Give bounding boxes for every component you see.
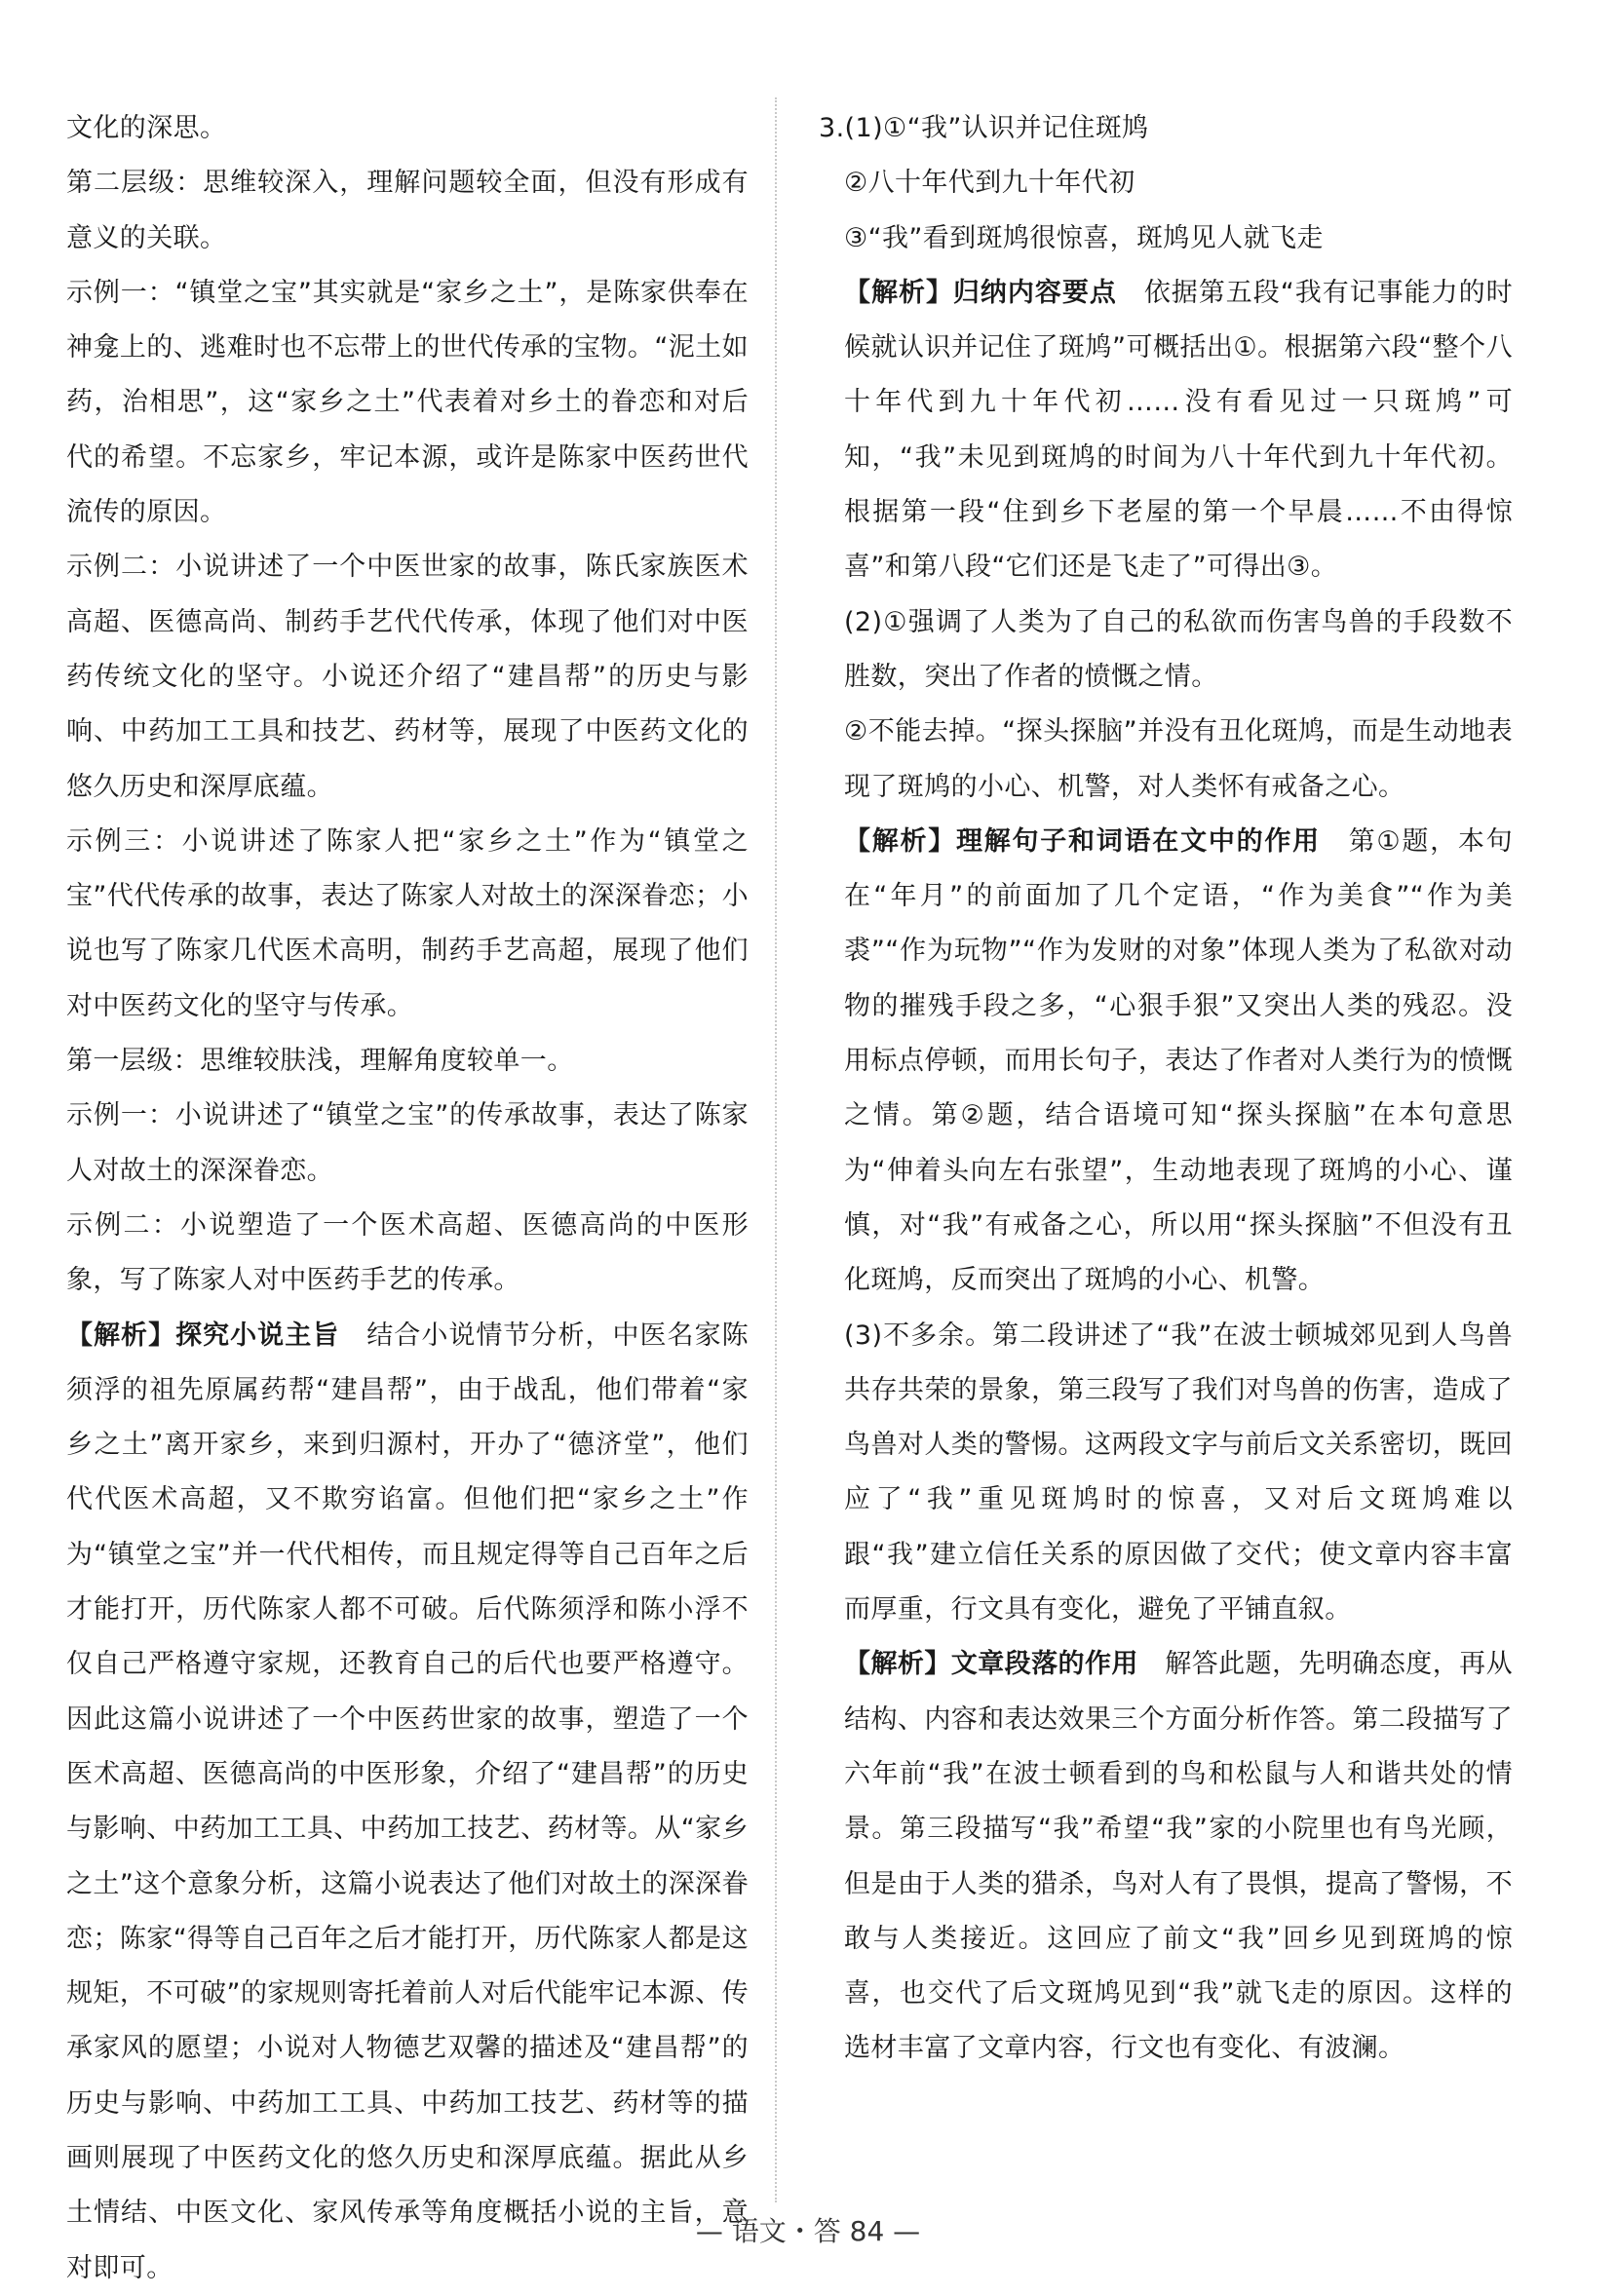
paragraph: 示例一：小说讲述了“镇堂之宝”的传承故事，表达了陈家人对故土的深深眷恋。	[66, 1100, 749, 1186]
question-3-2-answer-2: ②不能去掉。“探头探脑”并没有丑化斑鸠，而是生动地表现了斑鸠的小心、机警，对人类怀有戒备之心。	[844, 716, 1513, 802]
paragraph: 示例三：小说讲述了陈家人把“家乡之土”作为“镇堂之宝”代代传承的故事，表达了陈家人对故土的深深眷恋；小说也写了陈家几代医术高明，制药手艺高超，展现了他们对中医药文化的坚守与传承。	[66, 825, 749, 1021]
analysis-paragraph	[819, 266, 1513, 595]
paragraph: 示例二：小说塑造了一个医术高超、医德高尚的中医形象，写了陈家人对中医药手艺的传承。	[66, 1209, 749, 1296]
question-3-1-answer-1: 3.(1)①“我”认识并记住斑鸠	[819, 113, 1149, 143]
question-3-2-answer-1: (2)①强调了人类为了自己的私欲而伤害鸟兽的手段数不胜数，突出了作者的愤慨之情。	[844, 606, 1513, 692]
paragraph: 示例二：小说讲述了一个中医世家的故事，陈氏家族医术高超、医德高尚、制药手艺代代传承，体现了他们对中医药传统文化的坚守。小说还介绍了“建昌帮”的历史与影响、中药加工工具和技艺、药材等，展现了中医药文化的悠久历史和深厚底蕴。	[66, 552, 749, 802]
analysis-paragraph	[66, 1309, 749, 2296]
analysis-tag: 【解析】归纳内容要点	[844, 277, 1117, 308]
analysis-tag: 【解析】文章段落的作用	[844, 1649, 1138, 1680]
analysis-text: 结合小说情节分析，中医名家陈须浮的祖先原属药帮“建昌帮”，由于战乱，他们带着“家乡之土”离开家乡，来到归源村，开办了“德济堂”，他们代代医术高超，又不欺穷谄富。但他们把“家乡之土”作为“镇堂之宝”并一代代相传，而且规定得等自己百年之后才能打开，历代陈家人都不可破。后代陈须浮和陈小浮不仅自己严格遵守家规，还教育自己的后代也要严格遵守。因此这篇小说讲述了一个中医药世家的故事，塑造了一个医术高超、医德高尚的中医形象，介绍了“建昌帮”的历史与影响、中药加工工具、中药加工技艺、药材等。从“家乡之土”这个意象分析，这篇小说表达了他们对故土的深深眷恋；陈家“得等自己百年之后才能打开，历代陈家人都是这规矩，不可破”的家规则寄托着前人对后代能牢记本源、传承家风的愿望；小说对人物德艺双馨的描述及“建昌帮”的历史与影响、中药加工工具、中药加工技艺、药材等的描画则展现了中医药文化的悠久历史和深厚底蕴。据此从乡土情结、中医文化、家风传承等角度概括小说的主旨，意对即可。	[66, 1320, 749, 2283]
paragraph: 第一层级：思维较肤浅，理解角度较单一。	[66, 1046, 574, 1077]
analysis-text: 第①题，本句在“年月”的前面加了几个定语，“作为美食”“作为美裘”“作为玩物”“作为发财的对象”体现人类为了私欲对动物的摧残手段之多，“心狠手狠”又突出人类的残忍。没用标点停顿，而用长句子，表达了作者对人类行为的愤慨之情。第②题，结合语境可知“探头探脑”在本句意思为“伸着头向左右张望”，生动地表现了斑鸠的小心、谨慎，对“我”有戒备之心，所以用“探头探脑”不但没有丑化斑鸠，反而突出了斑鸠的小心、机警。	[844, 825, 1513, 1296]
analysis-text: 解答此题，先明确态度，再从结构、内容和表达效果三个方面分析作答。第二段描写了六年前“我”在波士顿看到的鸟和松鼠与人和谐共处的情景。第三段描写“我”希望“我”家的小院里也有鸟光顾，但是由于人类的猎杀，鸟对人有了畏惧，提高了警惕，不敢与人类接近。这回应了前文“我”回乡见到斑鸠的惊喜，也交代了后文斑鸠见到“我”就飞走的原因。这样的选材丰富了文章内容，行文也有变化、有波澜。	[844, 1649, 1513, 2064]
question-3-1-answer-3: ③“我”看到斑鸠很惊喜，斑鸠见人就飞走	[844, 222, 1324, 253]
question-3-3-answer: (3)不多余。第二段讲述了“我”在波士顿城郊见到人鸟兽共存共荣的景象，第三段写了我们对鸟兽的伤害，造成了鸟兽对人类的警惕。这两段文字与前后文关系密切，既回应了“我”重见斑鸠时的惊喜，又对后文斑鸠难以跟“我”建立信任关系的原因做了交代；使文章内容丰富而厚重，行文具有变化，避免了平铺直叙。	[844, 1320, 1513, 1626]
analysis-paragraph	[819, 1637, 1513, 2076]
question-3-1-answer-2: ②八十年代到九十年代初	[844, 168, 1135, 199]
analysis-tag: 【解析】探究小说主旨	[66, 1320, 340, 1351]
analysis-text: 依据第五段“我有记事能力的时候就认识并记住了斑鸠”可概括出①。根据第六段“整个八十年代到九十年代初……没有看见过一只斑鸠”可知，“我”未见到斑鸠的时间为八十年代到九十年代初。根据第一段“住到乡下老屋的第一个早晨……不由得惊喜”和第八段“它们还是飞走了”可得出③。	[844, 277, 1513, 583]
paragraph: 文化的深思。	[66, 113, 227, 143]
paragraph: 第二层级：思维较深入，理解问题较全面，但没有形成有意义的关联。	[66, 168, 749, 253]
left-column	[66, 101, 749, 2296]
column-divider	[775, 97, 777, 2202]
analysis-paragraph	[819, 815, 1513, 1309]
paragraph: 示例一：“镇堂之宝”其实就是“家乡之土”，是陈家供奉在神龛上的、逃难时也不忘带上的世代传承的宝物。“泥土如药，治相思”，这“家乡之土”代表着对乡土的眷恋和对后代的希望。不忘家乡，牢记本源，或许是陈家中医药世代流传的原因。	[66, 277, 749, 528]
analysis-tag: 【解析】理解句子和词语在文中的作用	[844, 825, 1321, 857]
right-column	[819, 101, 1513, 2077]
page-footer: — 语文・答 84 —	[695, 2215, 921, 2247]
